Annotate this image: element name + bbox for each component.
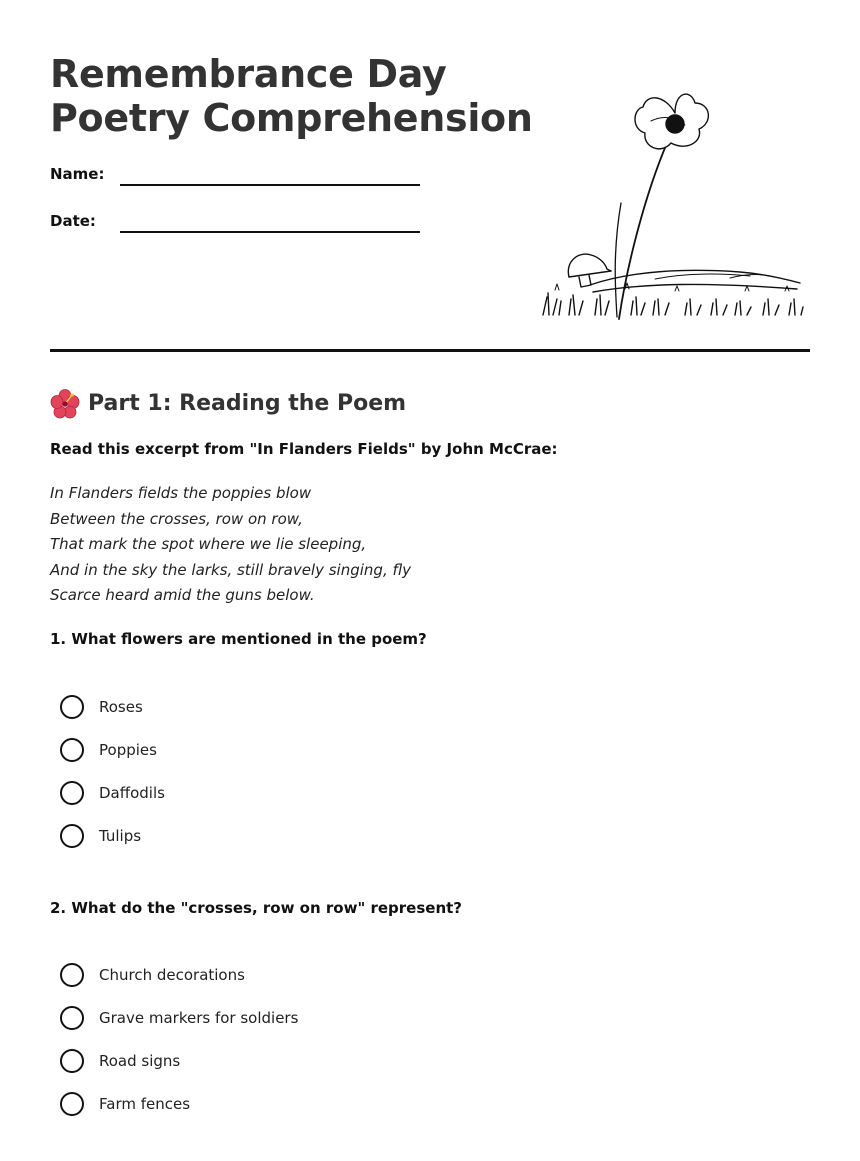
poem-line: Between the crosses, row on row, [50,509,303,528]
radio-circle[interactable] [60,1049,84,1073]
hibiscus-flower-icon [50,389,80,419]
poem-instruction: Read this excerpt from "In Flanders Fields" by John McCrae: [50,440,558,458]
question-2-option-church-decorations[interactable] [60,953,298,996]
question-1-options [60,696,165,857]
radio-circle[interactable] [60,781,84,805]
date-write-line[interactable] [120,231,420,233]
radio-circle[interactable] [60,1006,84,1030]
poem-line: Scarce heard amid the guns below. [50,586,315,604]
option-label: Grave markers for soldiers [99,1008,299,1027]
option-label: Tulips [99,826,142,845]
question-2-options [60,964,298,1125]
part1-heading-text: Part 1: Reading the Poem [88,391,407,416]
question-2-text: 2. What do the "crosses, row on row" represent? [50,899,463,917]
option-label: Poppies [99,740,157,759]
question-2-option-grave-markers[interactable] [60,996,298,1039]
date-label: Date: [50,212,96,230]
name-label: Name: [50,165,105,183]
option-label: Farm fences [99,1094,191,1113]
question-2-option-farm-fences[interactable] [60,1082,298,1125]
radio-circle[interactable] [60,738,84,762]
question-2-option-road-signs[interactable] [60,1039,298,1082]
radio-circle[interactable] [60,824,84,848]
radio-circle[interactable] [60,963,84,987]
poem-line: That mark the spot where we lie sleeping, [50,535,367,553]
part1-heading [50,388,406,420]
poem-line: In Flanders fields the poppies blow [50,484,312,502]
option-label: Church decorations [99,965,245,984]
header-divider [50,349,810,352]
title-line-2: Poetry Comprehension [50,96,533,140]
radio-circle[interactable] [60,695,84,719]
name-write-line[interactable] [120,184,420,186]
radio-circle[interactable] [60,1092,84,1116]
option-label: Road signs [99,1051,181,1070]
poppy-field-illustration [535,85,810,325]
title-line-1: Remembrance Day [50,52,447,96]
question-1-option-roses[interactable] [60,685,165,728]
question-1-option-poppies[interactable] [60,728,165,771]
question-1-option-tulips[interactable] [60,814,165,857]
poem-excerpt [50,481,411,609]
option-label: Roses [99,697,143,716]
worksheet-title [50,52,533,140]
question-1-option-daffodils[interactable] [60,771,165,814]
option-label: Daffodils [99,783,165,802]
question-1-text: 1. What flowers are mentioned in the poem? [50,630,427,648]
poem-line: And in the sky the larks, still bravely singing, fly [50,560,412,579]
